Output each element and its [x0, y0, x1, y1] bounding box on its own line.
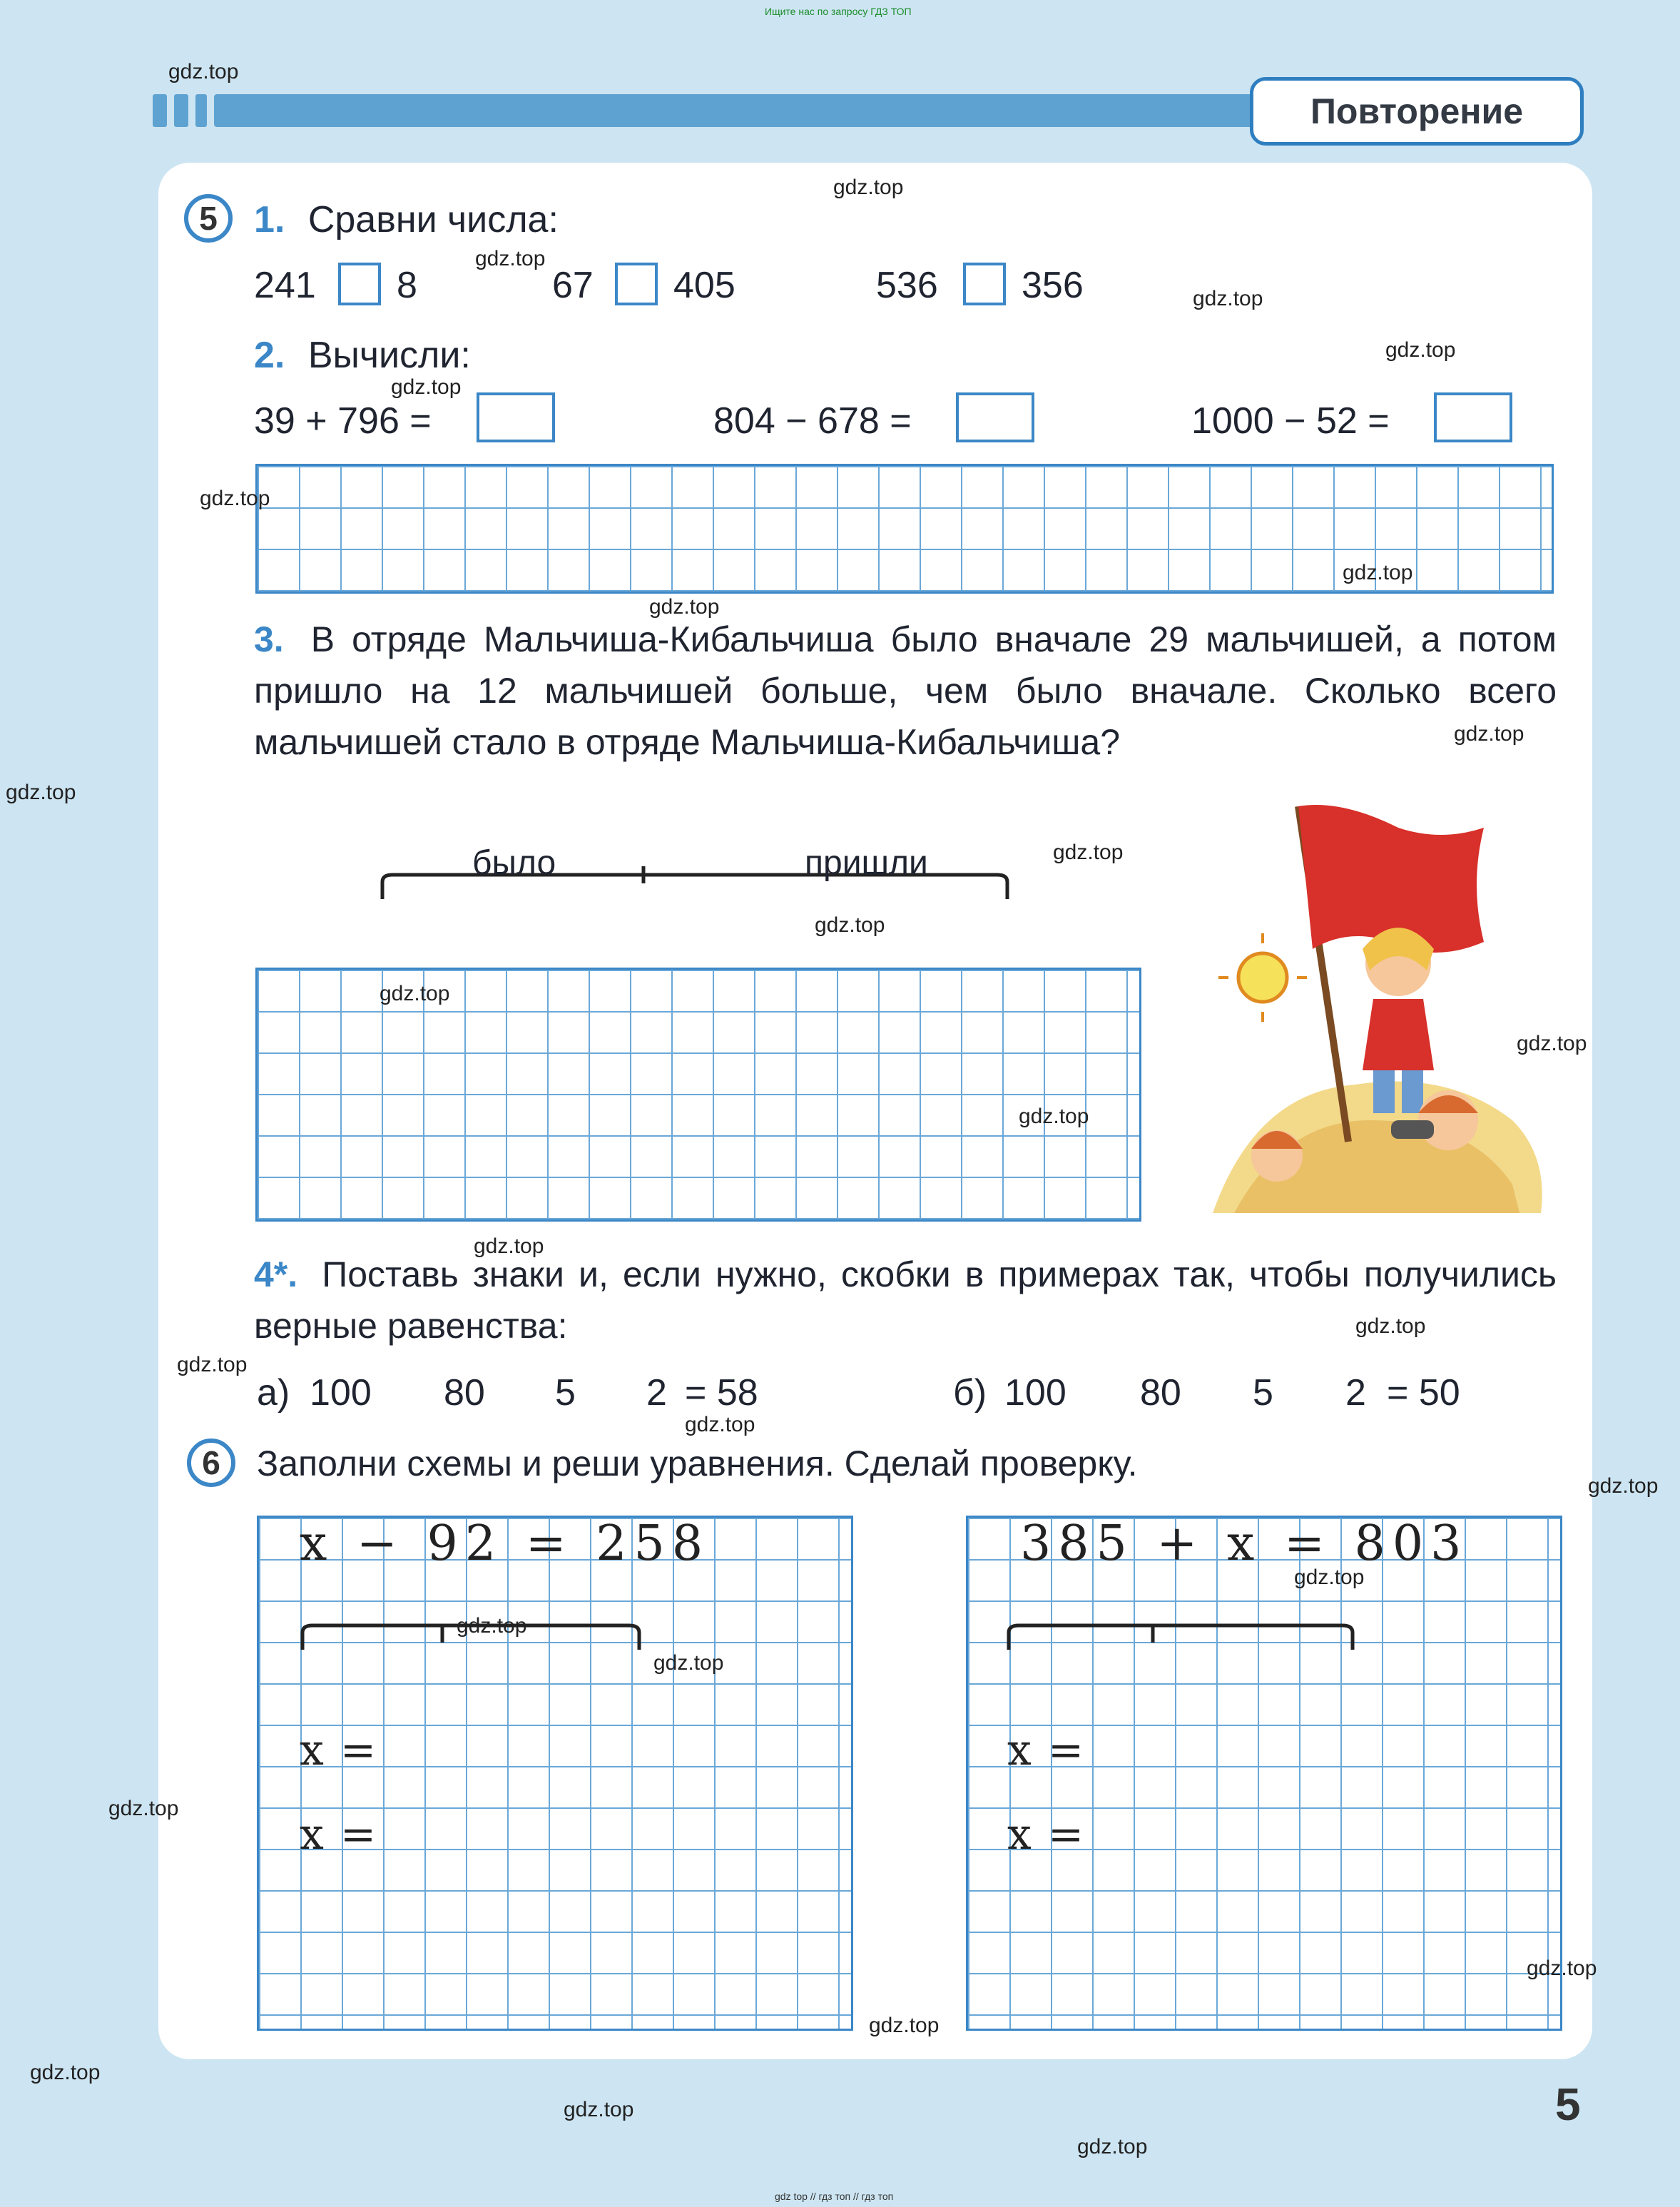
watermark: gdz.top — [1053, 841, 1124, 864]
task-4a-result: = 58 — [685, 1372, 758, 1414]
task-1-heading — [254, 201, 559, 238]
top-note: Ищите нас по запросу ГДЗ ТОП — [765, 6, 912, 17]
equation-left: x − 92 = 258 — [300, 1516, 711, 1572]
answer-box[interactable] — [477, 392, 555, 442]
compare-right-3: 356 — [1022, 265, 1084, 306]
task-2-heading — [254, 337, 471, 374]
equation-right: 385 + x = 803 — [1020, 1516, 1469, 1572]
compare-answer-box[interactable] — [615, 263, 658, 305]
task-title: Сравни числа: — [307, 199, 559, 240]
watermark: gdz.top — [1454, 722, 1524, 746]
watermark: gdz.top — [30, 2061, 101, 2084]
watermark: gdz.top — [1517, 1032, 1587, 1055]
watermark: gdz.top — [653, 1651, 724, 1675]
watermark: gdz.top — [1077, 2135, 1148, 2158]
scheme-label-came: пришли — [805, 844, 928, 882]
expression-1: 39 + 796 = — [254, 400, 432, 442]
exercise-number: 6 — [187, 1439, 235, 1487]
watermark: gdz.top — [6, 781, 76, 804]
bottom-note: gdz top // гдз топ // гдз топ — [775, 2191, 894, 2202]
header-stripe — [153, 94, 167, 127]
watermark: gdz.top — [177, 1353, 248, 1376]
watermark: gdz.top — [833, 176, 904, 199]
answer-line-left-2: x = — [300, 1810, 378, 1860]
task-number: 3. — [254, 619, 284, 659]
watermark: gdz.top — [649, 595, 720, 619]
task-3-text — [254, 614, 1557, 768]
watermark: gdz.top — [869, 2014, 940, 2037]
equation-scheme-right — [1006, 1603, 1355, 1653]
compare-left-2: 67 — [552, 265, 594, 306]
task-4a-number: 100 — [310, 1372, 372, 1414]
task-4a-number: 2 — [646, 1372, 667, 1414]
watermark: gdz.top — [474, 1234, 544, 1258]
task-4b-number: 2 — [1345, 1372, 1366, 1414]
task-4-problem: Поставь знаки и, если нужно, скобки в примерах так, чтобы получились верные равенства: — [254, 1254, 1557, 1346]
header-stripe — [195, 94, 207, 127]
exercise-number: 5 — [184, 194, 233, 243]
task-4b-number: 100 — [1004, 1372, 1066, 1414]
task-4a-label: а) — [257, 1372, 290, 1414]
compare-answer-box[interactable] — [963, 263, 1006, 305]
task-4b-label: б) — [953, 1372, 987, 1414]
watermark: gdz.top — [1343, 561, 1413, 584]
watermark: gdz.top — [685, 1413, 755, 1436]
watermark: gdz.top — [1193, 287, 1263, 310]
header-stripe — [174, 94, 188, 127]
section-title: Повторение — [1250, 77, 1584, 146]
answer-box[interactable] — [1434, 392, 1512, 442]
task-3-problem: В отряде Мальчиша-Кибальчиша было вначале 29 мальчишей, а потом пришло на 12 мальчишей больше, чем было вначале. Сколько всего мальчишей стало в отряде Мальчиша-Кибальчиша? — [254, 619, 1557, 762]
task-4b-number: 5 — [1253, 1372, 1273, 1414]
page-number: 5 — [1555, 2079, 1581, 2130]
expression-3: 1000 − 52 = — [1191, 400, 1390, 442]
watermark: gdz.top — [815, 913, 885, 937]
answer-line-left-1: x = — [300, 1725, 378, 1775]
task-4a-number: 5 — [555, 1372, 576, 1414]
scheme-label-was: было — [472, 844, 556, 882]
watermark: gdz.top — [168, 60, 239, 83]
answer-line-right-2: x = — [1007, 1810, 1086, 1860]
watermark: gdz.top — [1294, 1566, 1365, 1589]
compare-right-2: 405 — [673, 265, 735, 306]
watermark: gdz.top — [457, 1614, 527, 1638]
answer-box[interactable] — [956, 392, 1034, 442]
watermark: gdz.top — [1588, 1474, 1659, 1498]
task-title: Вычисли: — [307, 335, 471, 376]
watermark: gdz.top — [380, 982, 450, 1005]
compare-right-1: 8 — [397, 265, 417, 306]
watermark: gdz.top — [1355, 1314, 1426, 1338]
watermark: gdz.top — [391, 375, 462, 399]
compare-answer-box[interactable] — [338, 263, 381, 305]
task-4a-number: 80 — [444, 1372, 485, 1414]
task-4b-number: 80 — [1140, 1372, 1181, 1414]
watermark: gdz.top — [1019, 1105, 1089, 1128]
compare-left-3: 536 — [876, 265, 938, 306]
task-number: 2. — [254, 335, 285, 376]
watermark: gdz.top — [108, 1797, 179, 1820]
header-bar — [214, 94, 1263, 127]
compare-left-1: 241 — [254, 265, 316, 306]
task-number: 1. — [254, 199, 285, 240]
watermark: gdz.top — [564, 2098, 634, 2121]
task-4b-result: = 50 — [1387, 1372, 1460, 1414]
expression-2: 804 − 678 = — [713, 400, 912, 442]
exercise-6-text: Заполни схемы и реши уравнения. Сделай проверку. — [257, 1444, 1138, 1483]
watermark: gdz.top — [475, 247, 546, 270]
boy-with-flag-illustration — [1213, 785, 1555, 1213]
watermark: gdz.top — [1527, 1957, 1597, 1980]
watermark: gdz.top — [1385, 338, 1456, 362]
watermark: gdz.top — [200, 487, 270, 510]
task-number: 4*. — [254, 1254, 298, 1294]
answer-line-right-1: x = — [1007, 1725, 1086, 1775]
